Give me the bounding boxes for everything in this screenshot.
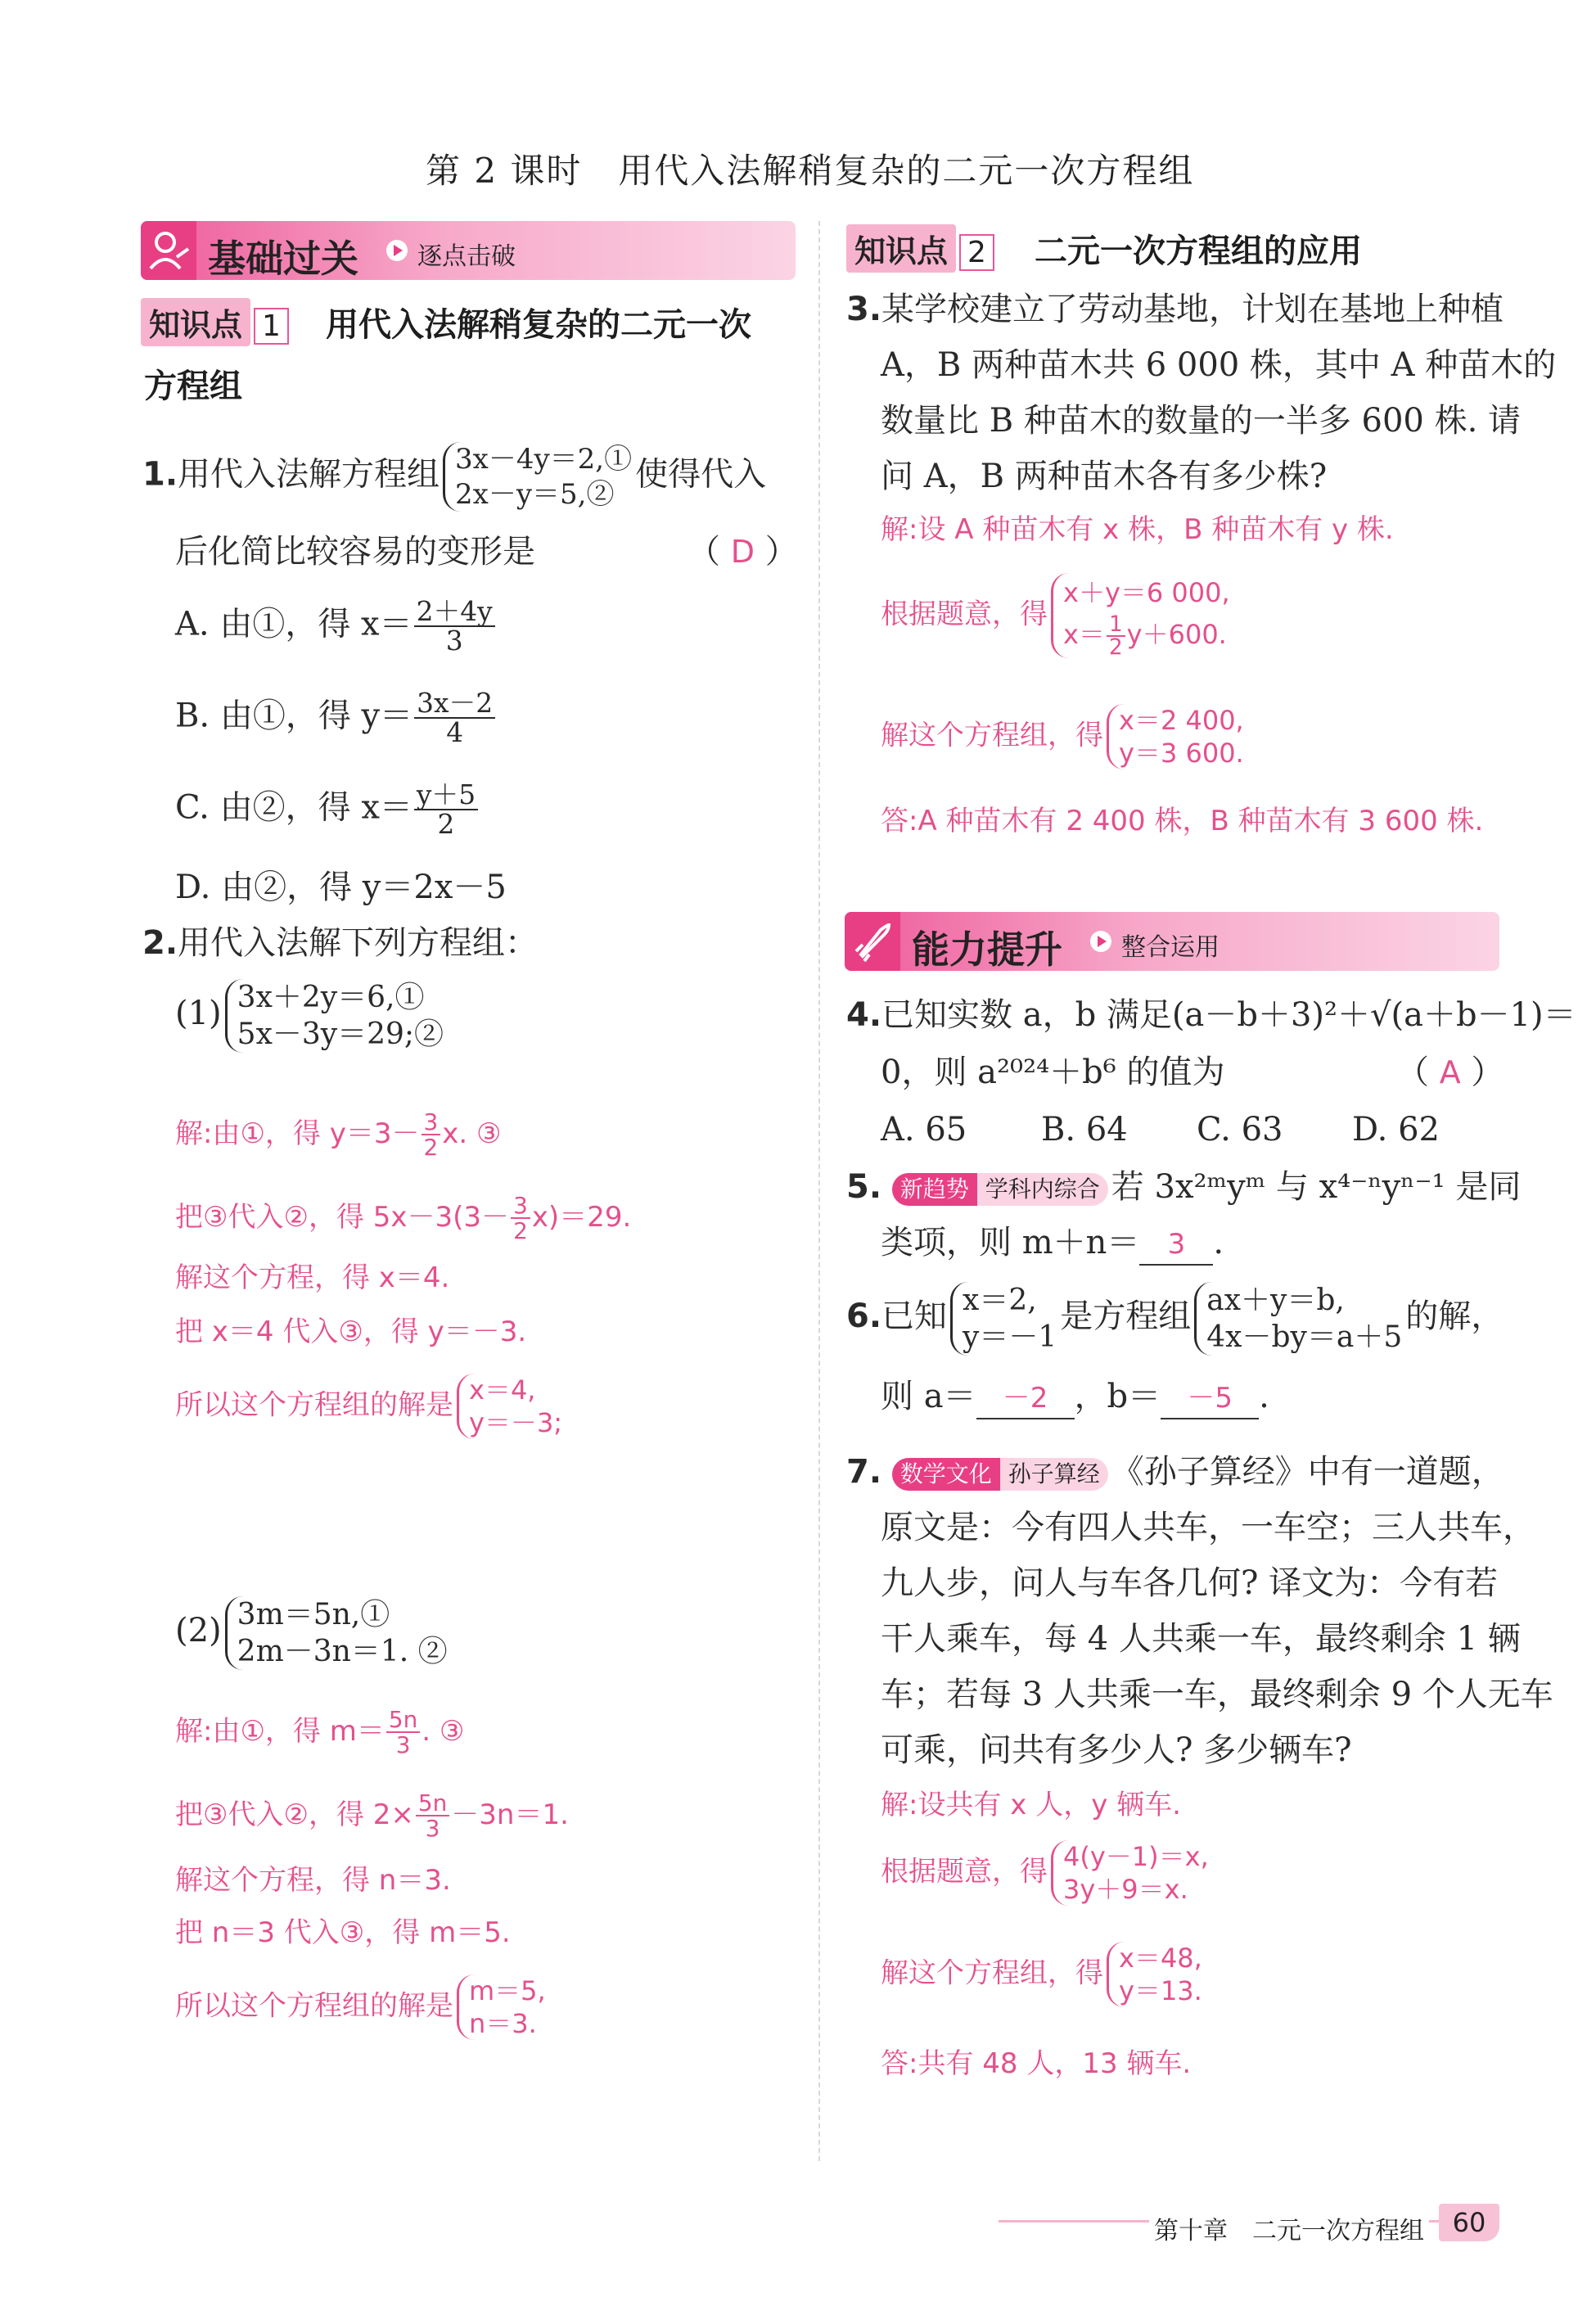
q3-answer-3	[881, 704, 1247, 769]
step-text: 根据题意，得	[881, 1855, 1048, 1889]
kp-title-line2: 方程组	[144, 368, 242, 405]
kp-title: 用代入法解稍复杂的二元一次	[326, 306, 752, 344]
numerator: 3	[422, 1110, 441, 1135]
step-text: 解这个方程组，得	[881, 1956, 1103, 1990]
kp-label: 知识点	[846, 224, 956, 273]
knowledge-point-1	[141, 298, 751, 346]
step-text: 把③代入②，得 2×	[175, 1798, 414, 1831]
equation-system	[225, 1596, 448, 1670]
question-3-line4: 问 A，B 两种苗木各有多少株?	[881, 458, 1328, 495]
equation: y＝－1	[963, 1320, 1057, 1354]
section-banner-basic	[141, 221, 796, 280]
equation: 2x－y＝5,②	[455, 477, 615, 511]
stem-text: 的解，	[1405, 1297, 1504, 1335]
stem-text: ，b＝	[1074, 1378, 1161, 1415]
equation: 3y＋9＝x.	[1063, 1874, 1188, 1905]
equation: n＝3.	[469, 2008, 537, 2039]
fraction	[414, 598, 495, 656]
question-number: 1.	[142, 455, 178, 494]
q2-p2-step5	[175, 1974, 549, 2040]
q7-answer-2	[881, 1840, 1212, 1906]
step-text: 所以这个方程组的解是	[175, 1388, 453, 1422]
option-c	[175, 781, 480, 839]
kp-title: 二元一次方程组的应用	[1035, 232, 1363, 270]
numerator: y＋5	[414, 781, 478, 810]
known-values	[950, 1282, 1057, 1356]
solution-system	[457, 1374, 562, 1439]
footer-chapter: 第十章 二元一次方程组	[1149, 2210, 1429, 2246]
fraction	[511, 1194, 530, 1243]
question-7-line2: 原文是：今有四人共车，一车空；三人共车，	[881, 1509, 1535, 1546]
equation: 3x－4y＝2,①	[455, 443, 633, 476]
stem-text: 若 3x²ᵐyᵐ 与 x⁴⁻ⁿyⁿ⁻¹ 是同	[1111, 1168, 1522, 1206]
q2-part2-system	[175, 1596, 451, 1670]
equation: x＝2 400,	[1119, 705, 1244, 736]
q4-option-d: D. 62	[1352, 1111, 1440, 1148]
equation: y＝－3;	[469, 1407, 563, 1438]
q7-answer-4: 答:共有 48 人，13 辆车.	[881, 2047, 1192, 2080]
question-number: 4.	[846, 996, 882, 1034]
numerator: 3x－2	[414, 689, 495, 719]
q2-p2-step2	[175, 1791, 569, 1841]
q2-p1-step4: 把 x＝4 代入③，得 y＝－3.	[175, 1315, 527, 1348]
step-text: 根据题意，得	[881, 598, 1048, 631]
equation-system	[225, 979, 444, 1053]
solution-system	[1107, 704, 1244, 769]
stem-text: 是方程组	[1060, 1297, 1192, 1335]
rocket-icon	[845, 912, 900, 971]
question-3-line3: 数量比 B 种苗木的数量的一半多 600 株. 请	[881, 402, 1522, 440]
question-7-line1	[846, 1452, 1504, 1491]
kp-number: 1	[254, 308, 289, 345]
question-5-line2	[881, 1223, 1224, 1266]
question-3-line2: A，B 两种苗木共 6 000 株，其中 A 种苗木的	[881, 346, 1557, 384]
question-7-line4: 干人乘车，每 4 人共乘一车，最终剩余 1 辆	[881, 1620, 1521, 1658]
fraction	[1107, 611, 1125, 660]
option-text: A. 由①，得 x＝	[175, 605, 413, 643]
question-4-line1	[846, 995, 1576, 1035]
question-6-line1	[846, 1282, 1504, 1356]
denominator: 3	[425, 1815, 440, 1843]
answer-value: A	[1439, 1054, 1461, 1090]
banner-title: 能力提升	[912, 927, 1062, 972]
topic-tag: 孙子算经	[1000, 1458, 1108, 1491]
q2-p2-step4: 把 n＝3 代入③，得 m＝5.	[175, 1916, 511, 1949]
denominator: 2	[1108, 634, 1123, 660]
q3-answer-2	[881, 573, 1233, 658]
stem-text: 使得代入	[635, 455, 767, 494]
play-icon	[1090, 931, 1111, 952]
equation: 2m－3n＝1. ②	[237, 1635, 448, 1668]
equation: 4(y－1)＝x,	[1063, 1841, 1209, 1872]
trend-tag: 新趋势	[892, 1173, 977, 1206]
q7-answer-1: 解:设共有 x 人，y 辆车.	[881, 1789, 1181, 1821]
equation-part: y＋600.	[1126, 618, 1227, 650]
step-text: －3n＝1.	[451, 1798, 569, 1831]
stem-text: 用代入法解方程组	[178, 455, 440, 494]
step-text: x. ③	[442, 1117, 502, 1150]
part-label: (1)	[175, 995, 222, 1032]
q7-answer-3	[881, 1942, 1206, 2007]
q2-p1-step1	[175, 1110, 501, 1160]
topic-tag: 学科内综合	[977, 1173, 1108, 1206]
stem-text: 用代入法解下列方程组：	[178, 924, 539, 962]
equation: ax＋y＝b,	[1206, 1284, 1345, 1317]
equation-part: x＝	[1063, 618, 1105, 650]
option-d: D. 由②，得 y＝2x－5	[175, 869, 507, 906]
equation: 3m＝5n,①	[237, 1598, 390, 1631]
equation: y＝3 600.	[1119, 738, 1244, 769]
equation-system	[1194, 1282, 1402, 1356]
kp-label: 知识点	[141, 298, 250, 346]
step-text: . ③	[422, 1714, 465, 1748]
banner-title: 基础过关	[208, 237, 358, 281]
equation: 4x－by＝a＋5	[1206, 1320, 1403, 1354]
stem-text: 类项，则 m＋n＝	[881, 1224, 1140, 1261]
answer-blank: 3	[1139, 1225, 1213, 1266]
question-1-stem	[142, 442, 766, 512]
equation: 3x＋2y＝6,①	[237, 981, 425, 1014]
answer-paren: （ A ）	[1396, 1054, 1504, 1091]
question-4-line2: 0，则 a²⁰²⁴＋b⁶ 的值为	[881, 1054, 1225, 1091]
numerator: 3	[511, 1194, 530, 1219]
equation: x＝4,	[469, 1374, 536, 1406]
step-text: 解这个方程组，得	[881, 719, 1103, 752]
numerator: 5n	[386, 1708, 420, 1733]
denominator: 2	[437, 809, 455, 841]
person-icon	[141, 221, 196, 280]
page-title: 第 2 课时 用代入法解稍复杂的二元一次方程组	[426, 151, 1195, 191]
answer-value: D	[730, 534, 755, 570]
knowledge-point-2	[846, 224, 1362, 273]
numerator: 1	[1107, 614, 1125, 637]
q4-option-a: A. 65	[881, 1111, 967, 1148]
equation: m＝5,	[469, 1975, 546, 2006]
equation	[1063, 611, 1230, 660]
question-7-line6: 可乘，问共有多少人? 多少辆车?	[881, 1731, 1352, 1769]
q2-p1-step3: 解这个方程，得 x＝4.	[175, 1261, 450, 1294]
question-3-line1	[846, 290, 1504, 329]
stem-text: 已知实数 a，b 满足(a－b＋3)²＋√(a＋b－1)＝	[881, 996, 1576, 1034]
question-number: 6.	[846, 1297, 882, 1335]
option-text: B. 由①，得 y＝	[175, 697, 413, 735]
banner-subtitle: 逐点击破	[417, 242, 516, 271]
equation-system	[1051, 1840, 1209, 1906]
option-text: C. 由②，得 x＝	[175, 788, 413, 827]
option-b	[175, 689, 497, 747]
stem-text: 已知	[881, 1297, 948, 1335]
question-number: 2.	[142, 924, 178, 962]
denominator: 2	[423, 1134, 439, 1162]
step-text: 把③代入②，得 5x－3(3－	[175, 1200, 510, 1234]
stem-text: .	[1213, 1224, 1224, 1261]
denominator: 3	[395, 1731, 411, 1759]
equation: y＝13.	[1119, 1975, 1202, 2006]
q2-p1-step5	[175, 1374, 566, 1439]
numerator: 2＋4y	[414, 598, 495, 627]
question-2-stem	[142, 923, 538, 963]
equation: x＝2,	[963, 1284, 1037, 1317]
option-a	[175, 598, 497, 656]
fraction	[414, 781, 478, 839]
fraction	[422, 1110, 441, 1160]
step-text: 解:由①，得 y＝3－	[175, 1117, 420, 1150]
q3-answer-1: 解:设 A 种苗木有 x 株，B 种苗木有 y 株.	[881, 513, 1394, 546]
answer-blank-a: －2	[976, 1379, 1075, 1419]
q2-part1-system	[175, 979, 447, 1053]
culture-tag: 数学文化	[892, 1458, 1000, 1491]
stem-text: 《孙子算经》中有一道题，	[1111, 1453, 1504, 1491]
step-text: 解:由①，得 m＝	[175, 1714, 385, 1748]
question-number: 7.	[846, 1453, 882, 1491]
step-text: 所以这个方程组的解是	[175, 1989, 453, 2023]
fraction	[386, 1708, 420, 1758]
stem-text: .	[1259, 1378, 1269, 1415]
kp-number: 2	[959, 234, 994, 271]
play-icon	[386, 240, 408, 261]
step-text: x)＝29.	[531, 1200, 632, 1234]
equation-system	[443, 442, 632, 512]
question-6-line2	[881, 1377, 1269, 1419]
question-number: 5.	[846, 1168, 882, 1206]
stem-text: 某学校建立了劳动基地，计划在基地上种植	[881, 291, 1504, 328]
equation: 5x－3y＝29;②	[237, 1018, 444, 1051]
solution-system	[457, 1974, 546, 2040]
part-label: (2)	[175, 1612, 222, 1649]
q3-answer-4: 答:A 种苗木有 2 400 株，B 种苗木有 3 600 株.	[881, 805, 1484, 837]
equation: x＋y＝6 000,	[1063, 577, 1230, 608]
q2-p1-step2	[175, 1194, 631, 1243]
fraction	[414, 689, 495, 747]
equation-system	[1051, 573, 1230, 658]
page-number: 60	[1439, 2204, 1499, 2241]
question-number: 3.	[846, 291, 882, 328]
q2-p2-step3: 解这个方程，得 n＝3.	[175, 1864, 451, 1897]
banner-subtitle: 整合运用	[1121, 933, 1220, 962]
q2-p2-step1	[175, 1708, 464, 1758]
q4-option-b: B. 64	[1041, 1111, 1128, 1148]
denominator: 4	[446, 717, 464, 749]
question-7-line5: 车；若每 3 人共乘一车，最终剩余 9 个人无车	[881, 1676, 1553, 1713]
stem-text: 则 a＝	[881, 1378, 976, 1415]
question-5-line1	[846, 1167, 1521, 1207]
question-1-stem-line2: 后化简比较容易的变形是	[175, 533, 535, 571]
column-divider	[818, 221, 820, 2161]
answer-blank-b: －5	[1161, 1379, 1259, 1419]
section-banner-advanced	[845, 912, 1499, 971]
numerator: 5n	[416, 1791, 449, 1816]
answer-paren: （ D ）	[688, 533, 798, 571]
denominator: 2	[513, 1217, 528, 1245]
solution-system	[1107, 1942, 1202, 2007]
question-7-line3: 九人步，问人与车各几何? 译文为：今有若	[881, 1564, 1499, 1602]
denominator: 3	[445, 625, 463, 657]
q4-option-c: C. 63	[1197, 1111, 1283, 1148]
fraction	[416, 1791, 449, 1841]
equation: x＝48,	[1119, 1943, 1202, 1974]
